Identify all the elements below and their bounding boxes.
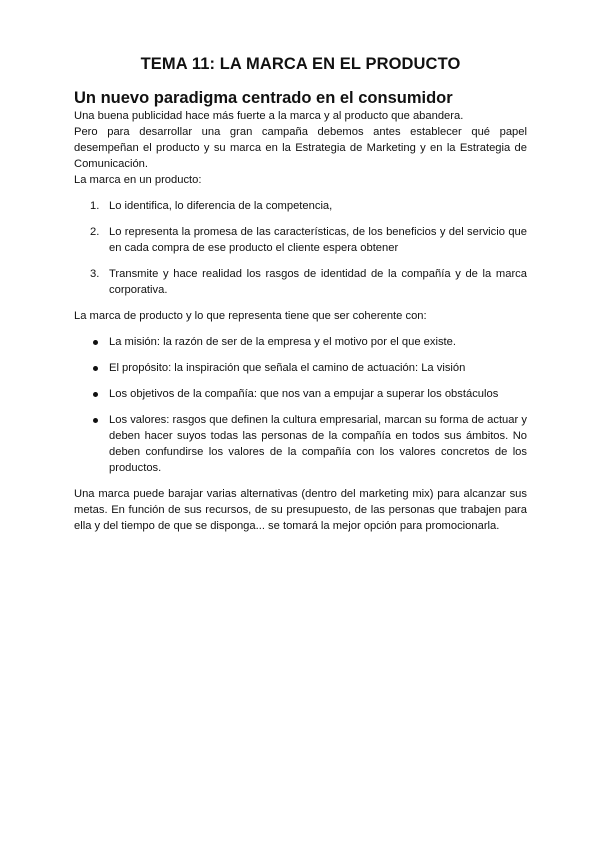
list-item bbox=[74, 266, 527, 298]
numbered-list bbox=[74, 198, 527, 298]
paragraph-closing: Una marca puede barajar varias alternativas (dentro del marketing mix) para alcanzar sus metas. En función de sus recursos, de su presupuesto, de las personas que trabajen para ella y del tiempo de que se disponga... se tomará la mejor opción para promocionarla. bbox=[74, 488, 527, 532]
list-number: 1. bbox=[90, 200, 100, 212]
section-subtitle: Un nuevo paradigma centrado en el consumidor bbox=[74, 89, 453, 107]
bullet-list bbox=[74, 334, 527, 476]
bullet-icon bbox=[93, 418, 98, 423]
list-item bbox=[74, 198, 527, 214]
list-item-text: Lo representa la promesa de las características, de los beneficios y del servicio que en cada compra de ese producto el cliente espera obtener bbox=[109, 226, 527, 254]
list-number: 3. bbox=[90, 268, 100, 280]
list-item-text: Los valores: rasgos que definen la cultura empresarial, marcan su forma de actuar y deben hacer suyos todas las personas de la compañía en todos sus ámbitos. No deben confundirse los valores de la compañía con los valores concretos de los productos. bbox=[109, 414, 527, 474]
list-item-text: El propósito: la inspiración que señala el camino de actuación: La visión bbox=[109, 362, 466, 374]
paragraph-intro: Una buena publicidad hace más fuerte a la marca y al producto que abandera. bbox=[74, 110, 464, 122]
bullet-icon bbox=[93, 340, 98, 345]
paragraph-coherent: La marca de producto y lo que representa tiene que ser coherente con: bbox=[74, 310, 427, 322]
list-number: 2. bbox=[90, 226, 100, 238]
list-item bbox=[74, 224, 527, 256]
list-item bbox=[74, 334, 527, 350]
list-item bbox=[74, 412, 527, 476]
list-item bbox=[74, 386, 527, 402]
document-page bbox=[74, 54, 527, 534]
list-item bbox=[74, 360, 527, 376]
list-item-text: Los objetivos de la compañía: que nos van a empujar a superar los obstáculos bbox=[109, 388, 499, 400]
document-title: TEMA 11: LA MARCA EN EL PRODUCTO bbox=[140, 55, 461, 73]
paragraph-brand-in-product: La marca en un producto: bbox=[74, 174, 202, 186]
list-item-text: La misión: la razón de ser de la empresa y el motivo por el que existe. bbox=[109, 336, 456, 348]
list-item-text: Lo identifica, lo diferencia de la competencia, bbox=[109, 200, 333, 212]
paragraph-campaign: Pero para desarrollar una gran campaña debemos antes establecer qué papel desempeñan el producto y su marca en la Estrategia de Marketing y en la Estrategia de Comunicación. bbox=[74, 126, 527, 170]
list-item-text: Transmite y hace realidad los rasgos de identidad de la compañía y de la marca corporativa. bbox=[109, 268, 527, 296]
bullet-icon bbox=[93, 366, 98, 371]
bullet-icon bbox=[93, 392, 98, 397]
